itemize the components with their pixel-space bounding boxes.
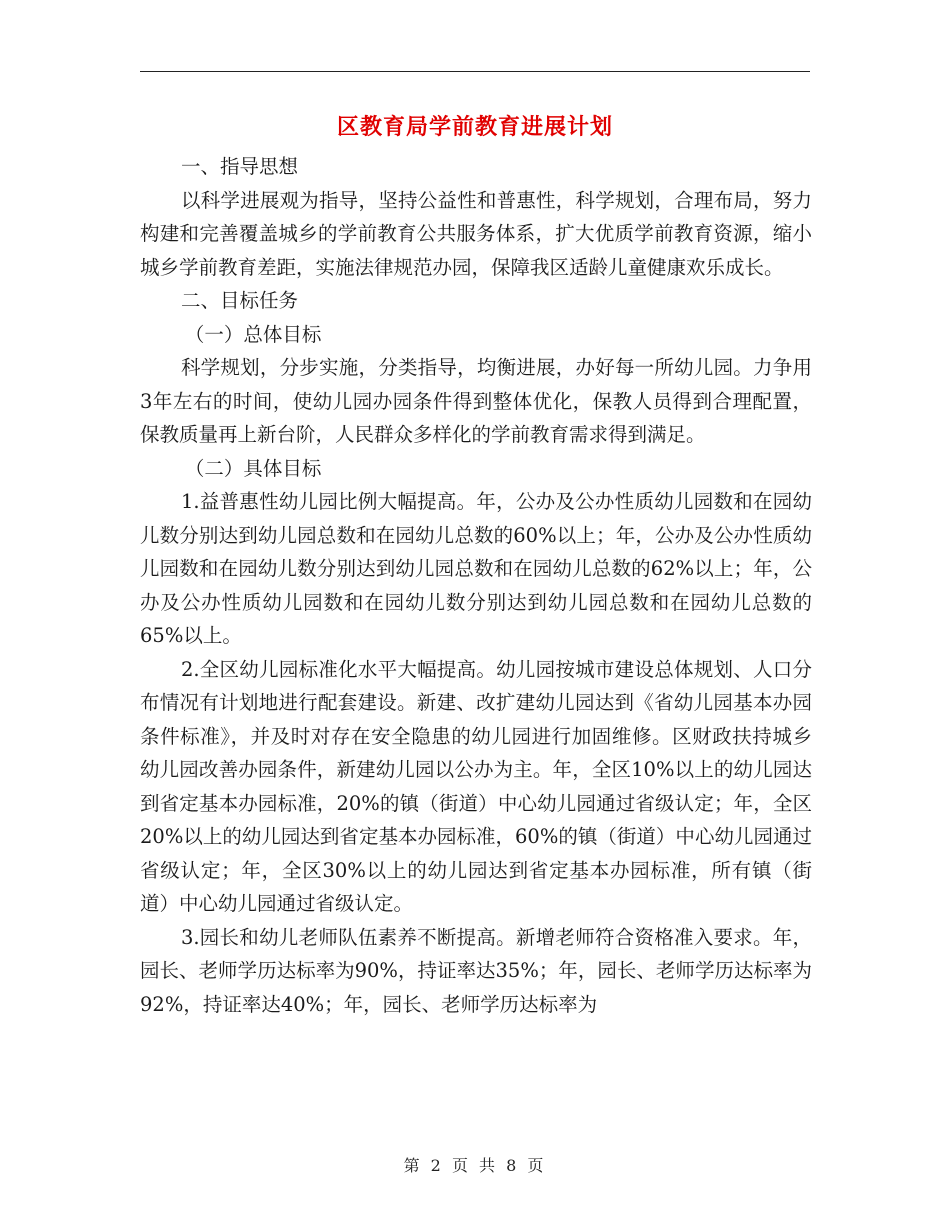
page-number: 第 2 页 共 8 页	[403, 1156, 547, 1175]
body-paragraph: 2.全区幼儿园标准化水平大幅提高。幼儿园按城市建设总体规划、人口分布情况有计划地进行配套建设。新建、改扩建幼儿园达到《省幼儿园基本办园条件标准》，并及时对存在安全隐患的幼儿园进行加固维修。区财政扶持城乡幼儿园改善办园条件，新建幼儿园以公办为主。年，全区10%以上的幼儿园达到省定基本办园标准，20%的镇（街道）中心幼儿园通过省级认定；年，全区20%以上的幼儿园达到省定基本办园标准，60%的镇（街道）中心幼儿园通过省级认定；年，全区30%以上的幼儿园达到省定基本办园标准，所有镇（街道）中心幼儿园通过省级认定。	[140, 657, 812, 915]
document-title: 区教育局学前教育进展计划	[336, 115, 613, 140]
body-paragraph: 3.园长和幼儿老师队伍素养不断提高。新增老师符合资格准入要求。年，园长、老师学历达标率为90%，持证率达35%；年，园长、老师学历达标率为92%，持证率达40%；年，园长、老师学历达标率为	[140, 925, 812, 1016]
document-body	[140, 150, 812, 1021]
body-paragraph: 以科学进展观为指导，坚持公益性和普惠性，科学规划，合理布局，努力构建和完善覆盖城乡的学前教育公共服务体系，扩大优质学前教育资源，缩小城乡学前教育差距，实施法律规范办园，保障我区适龄儿童健康欢乐成长。	[140, 188, 812, 279]
body-paragraph: 科学规划，分步实施，分类指导，均衡进展，办好每一所幼儿园。力争用3年左右的时间，使幼儿园办园条件得到整体优化，保教人员得到合理配置，保教质量再上新台阶，人民群众多样化的学前教育需求得到满足。	[140, 356, 812, 446]
subsection-heading: （一）总体目标	[184, 322, 322, 346]
body-paragraph: 1.益普惠性幼儿园比例大幅提高。年，公办及公办性质幼儿园数和在园幼儿数分别达到幼儿园总数和在园幼儿总数的60%以上；年，公办及公办性质幼儿园数和在园幼儿数分别达到幼儿园总数和在园幼儿总数的62%以上；年，公办及公办性质幼儿园数和在园幼儿数分别达到幼儿园总数和在园幼儿总数的65%以上。	[140, 490, 812, 647]
section-heading: 二、目标任务	[180, 289, 298, 312]
section-heading: 一、指导思想	[180, 155, 298, 178]
subsection-heading: （二）具体目标	[184, 456, 322, 480]
header-rule	[140, 71, 810, 72]
